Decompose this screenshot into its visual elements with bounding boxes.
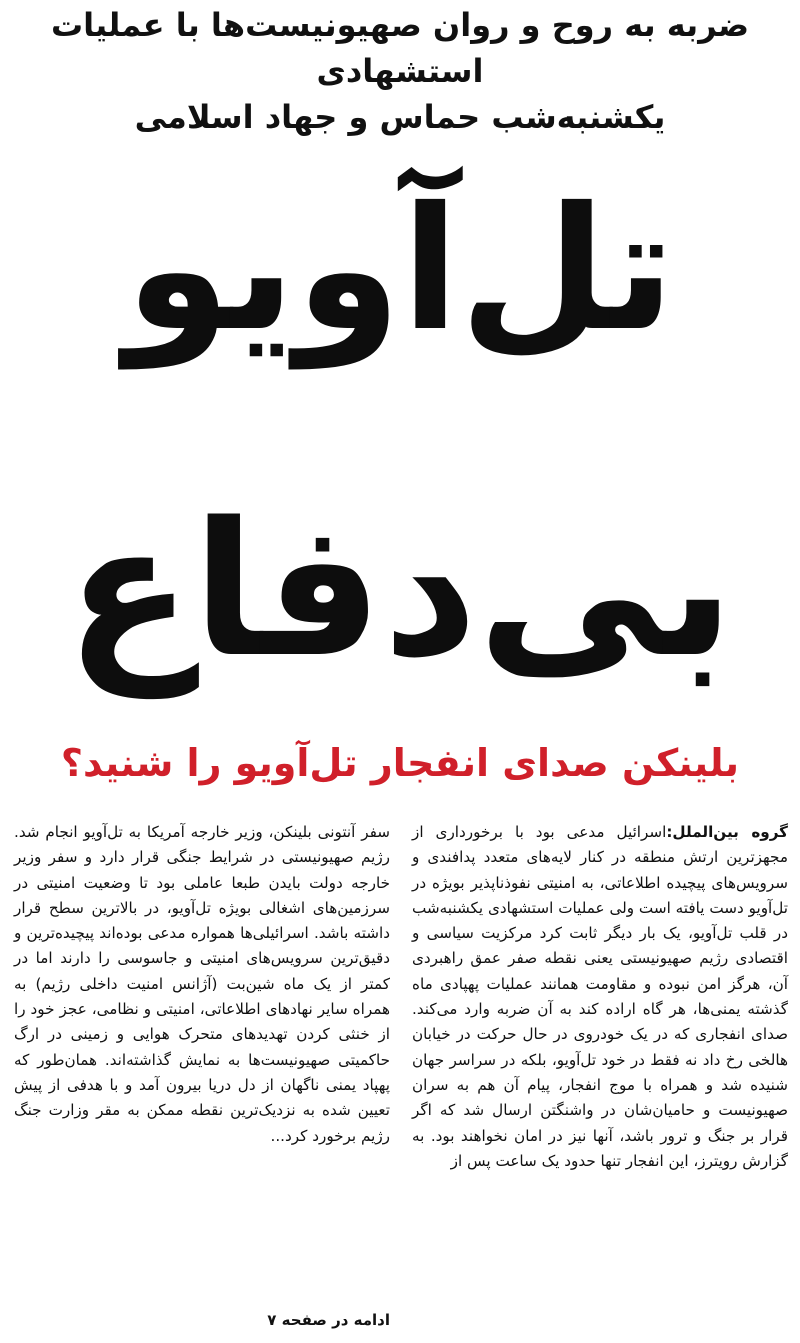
kicker-line-1: ضربه به روح و روان صهیونیست‌ها با عملیات استشهادی <box>50 6 750 90</box>
continued-note: ادامه در صفحه ۷ <box>267 1311 390 1329</box>
column-left-text: سفر آنتونی بلینکن، وزیر خارجه آمریکا به تل‌آویو انجام شد. رژیم صهیونیستی در شرایط جنگی قرار دارد و سفر وزیر خارجه دولت بایدن طبعا عاملی بود تا وضعیت امنیتی در سرزمین‌های اشغالی بویژه تل‌آویو، در بالاترین سطح قرار داشته باشد. اسرائیلی‌ها همواره مدعی بوده‌اند پیچیده‌ترین و دقیق‌ترین سرویس‌های امنیتی و جاسوسی را دارند اما در کمتر از یک ماه شین‌بت (آژانس امنیت داخلی رژیم) به همراه سایر نهادهای اطلاعاتی، امنیتی و نظامی، عجز خود را از خنثی کردن تهدیدهای متحرک هوایی و زمینی در ارگ حاکمیتی صهیونیست‌ها به نمایش گذاشته‌اند. همان‌طور که پهپاد یمنی ناگهان از دل دریا بیرون آمد و با هدفی از پیش تعیین شده به نزدیک‌ترین نقطه ممکن به مقر وزارت جنگ رژیم برخورد کرد... <box>14 823 390 1145</box>
main-title-line-1: تل‌آویو <box>125 171 675 369</box>
article-column-left <box>14 820 390 1149</box>
article-column-right <box>412 820 788 1174</box>
kicker-line-2: یکشنبه‌شب حماس و جهاد اسلامی <box>134 98 666 136</box>
column-right-paragraph <box>412 820 788 1174</box>
subtitle: بلینکن صدای انفجار تل‌آویو را شنید؟ <box>60 741 740 785</box>
kicker-headline <box>0 2 800 140</box>
main-title-line-2: بی‌دفاع <box>65 482 735 698</box>
byline: گروه بین‌الملل: <box>666 823 789 841</box>
column-right-text: اسرائیل مدعی بود با برخورداری از مجهزترین ارتش منطقه در کنار لایه‌های متعدد پدافندی و سرویس‌های پیچیده اطلاعاتی، به امنیتی نفوذناپذیر بویژه در تل‌آویو دست یافته است ولی عملیات استشهادی یکشنبه‌شب در قلب تل‌آویو، یک بار دیگر ثابت کرد مرکزیت سیاسی و اقتصادی رژیم صهیونیستی یعنی نقطه صفر عمق راهبردی آن، هرگز امن نبوده و مقاومت همانند عملیات پهپادی ماه گذشته یمنی‌ها، هر گاه اراده کند به آن ضربه وارد می‌کند. صدای انفجاری که در یک خودروی در حال حرکت در خیابان هالخی رخ داد نه فقط در خود تل‌آویو، بلکه در سراسر جهان شنیده شد و همراه با موج انفجار، پیام آن هم به سران صهیونیست و حامیان‌شان در واشنگتن ارسال شد که اگر قرار بر جنگ و ترور باشد، آنها نیز در امان نخواهند بود. به گزارش رویترز، این انفجار تنها حدود یک ساعت پس از <box>412 823 788 1170</box>
